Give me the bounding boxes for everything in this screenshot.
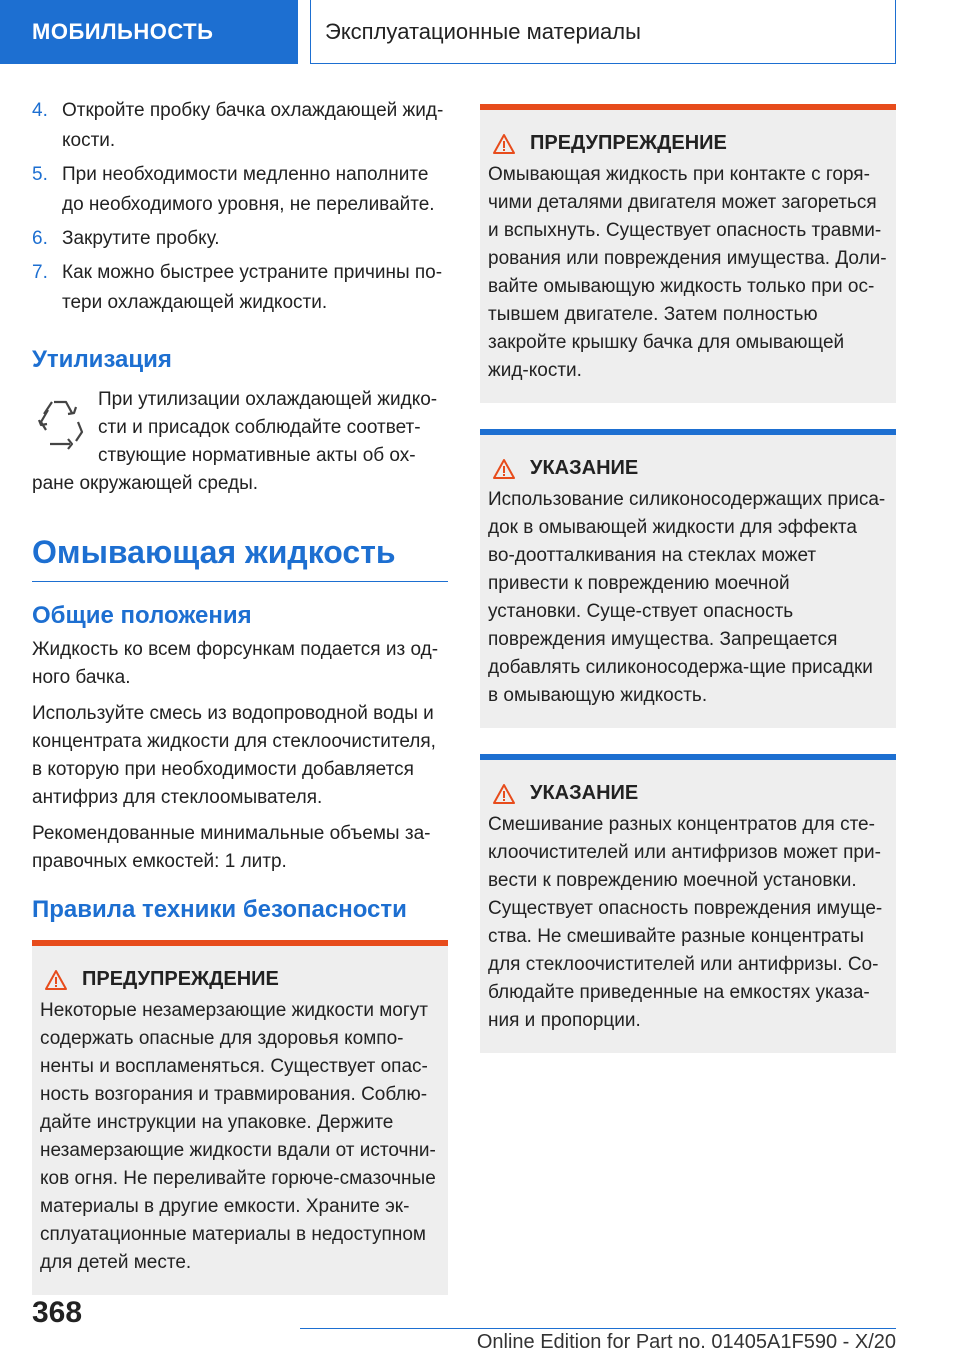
step-number: 6. <box>32 228 48 249</box>
chapter-title: Эксплуатационные материалы <box>310 0 896 64</box>
step-number: 4. <box>32 100 48 121</box>
note-title: УКАЗАНИЕ <box>488 457 888 480</box>
note-box <box>480 429 896 728</box>
warning-box <box>32 940 448 1295</box>
general-heading: Общие положения <box>32 602 252 629</box>
caution-icon <box>492 783 516 805</box>
left-column <box>32 96 448 1295</box>
right-column <box>480 104 896 1053</box>
step-item <box>32 96 448 156</box>
note-title: УКАЗАНИЕ <box>488 782 888 805</box>
section-tab: МОБИЛЬНОСТЬ <box>0 0 298 64</box>
caution-icon <box>492 458 516 480</box>
step-text: Закрутите пробку. <box>62 228 220 249</box>
washer-heading: Омывающая жидкость <box>32 534 448 582</box>
step-text: Как можно быстрее устраните причины по-тери охлаждающей жидкости. <box>62 262 443 313</box>
page-number: 368 <box>32 1296 83 1329</box>
paragraph: Используйте смесь из водопроводной воды и концентрата жидкости для стеклоочистителя, в которую при необходимости добавляется антифриз для стеклоомывателя. <box>32 703 436 808</box>
note-text: Использование силиконосодержащих приса-док в омывающей жидкости для эффекта во-доотталкивания на стеклах может привести к повреждению моечной установки. Суще-ствует опасность повреждения имущества. Запрещается добавлять силиконосодержа-щие присадки в омывающую жидкость. <box>488 489 886 706</box>
note-box <box>480 754 896 1053</box>
edition-footer: Online Edition for Part no. 01405A1F590 - X/20 <box>300 1328 896 1354</box>
step-item <box>32 258 448 318</box>
safety-heading: Правила техники безопасности <box>32 896 407 923</box>
recycle-icon <box>32 392 88 462</box>
step-text: Откройте пробку бачка охлаждающей жид-кости. <box>62 100 444 151</box>
disposal-text: При утилизации охлаждающей жидко-сти и присадок соблюдайте соответ-ствующие нормативные акты об ох-ране окружающей среды. <box>32 389 438 494</box>
step-number: 7. <box>32 262 48 283</box>
paragraph: Рекомендованные минимальные объемы за-правочных емкостей: 1 литр. <box>32 823 431 872</box>
paragraph: Жидкость ко всем форсункам подается из од-ного бачка. <box>32 639 439 688</box>
step-item <box>32 224 448 254</box>
warning-icon <box>492 133 516 155</box>
step-number: 5. <box>32 164 48 185</box>
warning-title: ПРЕДУПРЕЖДЕНИЕ <box>488 132 888 155</box>
warning-icon <box>44 969 68 991</box>
note-text: Смешивание разных концентратов для сте-клоочистителей или антифризов может при-вести к повреждению моечной установки. Существует опасность повреждения имуще-ства. Не смешивайте разные концентраты для стеклоочистителей или антифризы. Со-блюдайте приведенные на емкостях указа-ния и пропорции. <box>488 814 883 1031</box>
step-text: При необходимости медленно наполните до необходимого уровня, не переливайте. <box>62 164 435 215</box>
disposal-block <box>32 386 448 498</box>
disposal-heading: Утилизация <box>32 346 172 373</box>
step-item <box>32 160 448 220</box>
warning-title: ПРЕДУПРЕЖДЕНИЕ <box>40 968 440 991</box>
warning-text: Некоторые незамерзающие жидкости могут содержать опасные для здоровья компо-ненты и воспламеняться. Существует опас-ность возгорания и травмирования. Соблю-дайте инструкции на упаковке. Держите незамерзающие жидкости вдали от источни-ков огня. Не переливайте горюче-смазочные материалы в другие емкости. Храните эк-сплуатационные материалы в недоступном для детей месте. <box>40 1000 436 1273</box>
warning-text: Омывающая жидкость при контакте с горя-чими деталями двигателя может загореться и вспыхнуть. Существует опасность травми-рования или повреждения имущества. Доли-вайте омывающую жидкость только при ос-тывшем двигателе. Затем полностью закройте крышку бачка для омывающей жид-кости. <box>488 164 887 381</box>
warning-box <box>480 104 896 403</box>
